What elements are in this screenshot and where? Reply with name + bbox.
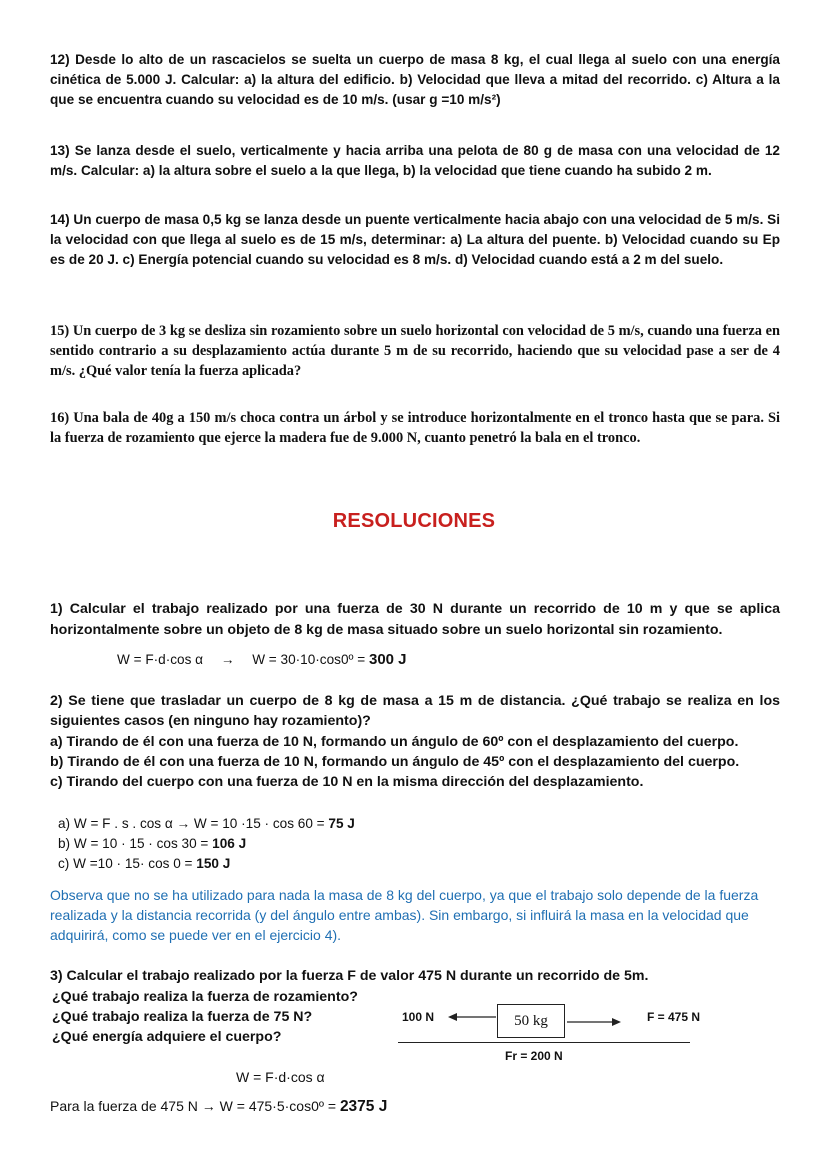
resolution-3-q3: ¿Qué trabajo realiza la fuerza de 75 N? xyxy=(52,1009,313,1025)
resolution-3-final xyxy=(50,1097,387,1116)
eq-left: W = F·d·cos α xyxy=(117,652,204,667)
resolution-2-solution-a xyxy=(58,815,355,833)
final-result: 2375 J xyxy=(339,1098,388,1115)
problem-16: 16) Una bala de 40g a 150 m/s choca contra un árbol y se introduce horizontalmente en el tronco hasta que se para. Si la fuerza de rozamiento que ejerce la madera fue de 9.000 N, cuanto penetró la bala en el tronco. xyxy=(50,410,780,446)
resolution-3-question: 3) Calcular el trabajo realizado por la fuerza F de valor 475 N durante un recorrido de 5m. xyxy=(50,968,649,984)
solution-a-result: 75 J xyxy=(328,816,355,831)
resolution-2-note: Observa que no se ha utilizado para nada la masa de 8 kg del cuerpo, ya que el trabajo solo depende de la fuerza realizada y la distancia recorrida (y del ángulo entre ambas). Sin embargo, si influirá la masa en la velocidad que adquirirá, como se puede ver en el ejercicio 4). xyxy=(50,887,759,943)
resolution-2-solution-b xyxy=(58,835,246,853)
solution-c-result: 150 J xyxy=(196,856,231,871)
resolution-3-formula: W = F·d·cos α xyxy=(236,1069,325,1085)
right-force-label: F = 475 N xyxy=(647,1010,701,1024)
solution-b-text: b) W = 10 · 15 · cos 30 = xyxy=(58,836,209,851)
resolution-1-equation xyxy=(117,651,407,669)
resolution-2-case-a: a) Tirando de él con una fuerza de 10 N, formando un ángulo de 60º con el desplazamiento del cuerpo. xyxy=(50,734,739,750)
resolution-3-q2: ¿Qué trabajo realiza la fuerza de rozamiento? xyxy=(52,989,358,1005)
ground-line xyxy=(398,1042,690,1043)
arrow-icon: → xyxy=(220,652,235,667)
solution-a-text: a) W = F . s . cos α → W = 10 ·15 · cos 60 = xyxy=(58,816,325,831)
eq-right: W = 30·10·cos0º = xyxy=(252,652,366,667)
resolution-2-question: 2) Se tiene que trasladar un cuerpo de 8 kg de masa a 15 m de distancia. ¿Qué trabajo se realiza en los siguientes casos (en ninguno hay rozamiento)? xyxy=(50,693,780,729)
resolution-2-case-c: c) Tirando del cuerpo con una fuerza de 10 N en la misma dirección del desplazamiento. xyxy=(50,774,644,790)
mass-label: 50 kg xyxy=(514,1013,548,1029)
problem-14: 14) Un cuerpo de masa 0,5 kg se lanza desde un puente verticalmente hacia abajo con una velocidad de 5 m/s. Si la velocidad con que llega al suelo es de 15 m/s, determinar: a) La altura del puente. b) Velocidad cuando su Ep es de 20 J. c) Energía potencial cuando su velocidad es 8 m/s. d) Velocidad cuando está a 2 m del suelo. xyxy=(50,212,780,267)
resolution-1-question: 1) Calcular el trabajo realizado por una fuerza de 30 N durante un recorrido de 10 m y que se aplica horizontalmente sobre un objeto de 8 kg de masa situado sobre un suelo horizontal sin rozamiento. xyxy=(50,601,780,638)
solution-b-result: 106 J xyxy=(212,836,247,851)
problem-13: 13) Se lanza desde el suelo, verticalmente y hacia arriba una pelota de 80 g de masa con una velocidad de 12 m/s. Calcular: a) la altura sobre el suelo a la que llega, b) la velocidad que tiene cuando ha subido 2 m. xyxy=(50,143,780,178)
left-force-label: 100 N xyxy=(402,1010,435,1024)
resolution-3-q4: ¿Qué energía adquiere el cuerpo? xyxy=(52,1029,282,1045)
left-arrow-icon xyxy=(448,1010,498,1024)
final-text: Para la fuerza de 475 N → W = 475·5·cos0º = xyxy=(50,1098,337,1114)
right-arrow-icon xyxy=(565,1015,623,1029)
section-title: RESOLUCIONES xyxy=(332,510,496,532)
mass-box xyxy=(497,1004,565,1038)
solution-c-text: c) W =10 · 15· cos 0 = xyxy=(58,856,193,871)
resolution-2-solution-c xyxy=(58,855,230,873)
problem-15: 15) Un cuerpo de 3 kg se desliza sin rozamiento sobre un suelo horizontal con velocidad de 5 m/s, cuando una fuerza en sentido contrario a su desplazamiento actúa durante 5 m de su recorrido, haciendo que su velocidad pase a ser de 4 m/s. ¿Qué valor tenía la fuerza aplicada? xyxy=(50,323,780,379)
friction-label: Fr = 200 N xyxy=(505,1049,563,1063)
resolution-2-case-b: b) Tirando de él con una fuerza de 10 N, formando un ángulo de 45º con el desplazamiento del cuerpo. xyxy=(50,754,740,770)
eq-result: 300 J xyxy=(368,651,407,668)
problem-12: 12) Desde lo alto de un rascacielos se suelta un cuerpo de masa 8 kg, el cual llega al suelo con una energía cinética de 5.000 J. Calcular: a) la altura del edificio. b) Velocidad que lleva a mitad del recorrido. c) Altura a la que se encuentra cuando su velocidad es de 10 m/s. (usar g =10 m/s²) xyxy=(50,52,780,107)
